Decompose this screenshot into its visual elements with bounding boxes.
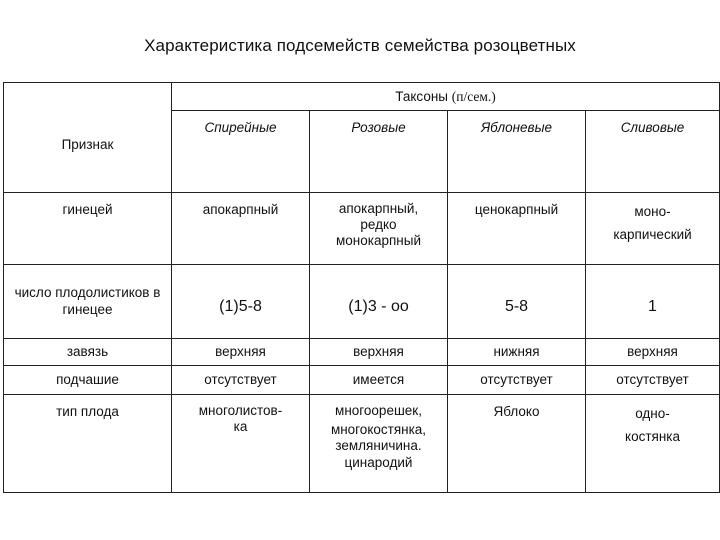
header-subfamily: Спирейные [172,111,310,193]
value-line: одно- [635,406,670,421]
value-cell [172,193,310,265]
value-line: цинародий [344,454,413,470]
header-feature-label: Признак [61,136,114,152]
value-line: ценокарпный [474,202,559,217]
value-cell: отсутствует [586,366,720,395]
value-cell: нижняя [448,339,586,366]
value-cell [310,265,448,339]
value-cell [310,395,448,493]
value-line: (1)3 - оо [348,298,409,316]
header-subfamily: Розовые [310,111,448,193]
header-subfamily: Яблоневые [448,111,586,193]
value-line: карпический [613,226,692,242]
table-row [4,366,720,395]
value-line: (1)5-8 [219,298,262,316]
value-cell: верхняя [586,339,720,366]
value-cell [586,193,720,265]
value-cell [310,193,448,265]
value-line: 1 [648,298,657,316]
value-cell: верхняя [310,339,448,366]
subfamily-table [3,82,720,493]
header-feature [4,83,172,193]
feature-cell: число плодолистиков в гинецее [4,265,172,339]
feature-cell: подчашие [4,366,172,395]
header-subfamily: Сливовые [586,111,720,193]
table-row [4,193,720,265]
value-cell: верхняя [172,339,310,366]
value-cell [448,395,586,493]
value-cell [586,265,720,339]
table-row [4,339,720,366]
table-row [4,265,720,339]
value-line: костянка [625,428,680,444]
value-line: монокарпный [336,233,421,249]
value-cell: имеется [310,366,448,395]
feature-cell: гинецей [4,193,172,265]
value-cell [172,395,310,493]
value-line: моно- [634,204,671,219]
value-line: апокарпный, [338,201,419,216]
value-line: земляничина. [335,438,422,454]
value-line: многолистов- [198,403,283,418]
value-line: многокостянка, [330,422,427,438]
value-line: редко [360,217,397,233]
table-row [4,395,720,493]
value-cell: отсутствует [448,366,586,395]
header-row-taxa [4,83,720,111]
header-taxa [172,83,720,111]
value-line: ка [233,419,248,435]
value-cell [172,265,310,339]
value-cell [586,395,720,493]
feature-cell: завязь [4,339,172,366]
header-taxa-suffix: (п/сем.) [451,88,496,104]
value-line: Яблоко [493,404,540,419]
page-title: Характеристика подсемейств семейства розоцветных [144,36,576,55]
value-cell: отсутствует [172,366,310,395]
value-cell [448,193,586,265]
value-line: многоорешек, [335,403,422,418]
value-line: апокарпный [202,202,279,217]
feature-cell: тип плода [4,395,172,493]
header-taxa-label: Таксоны [395,88,452,104]
value-cell [448,265,586,339]
value-line: 5-8 [504,298,529,316]
